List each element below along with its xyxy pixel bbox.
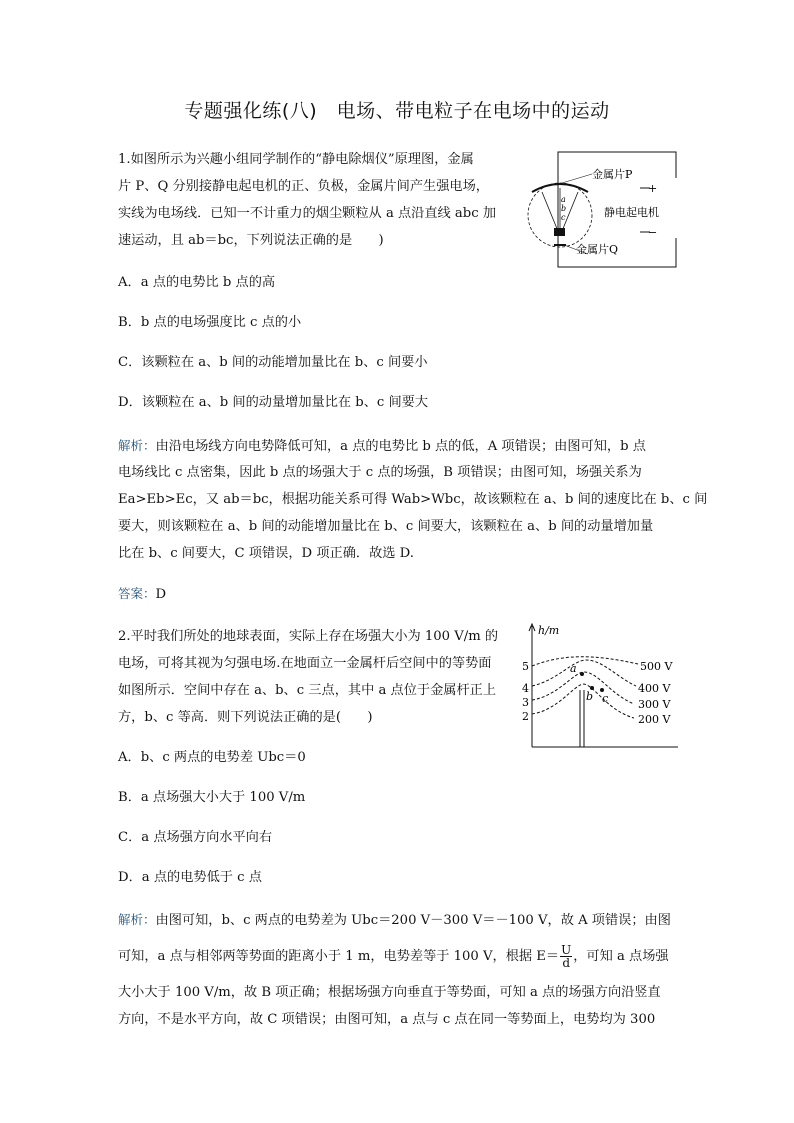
h-axis-label: h/m — [538, 624, 560, 637]
q2-figure — [518, 620, 688, 752]
tick-3: 3 — [522, 696, 529, 709]
potential-200: 200 V — [638, 713, 671, 726]
q2-option-b: B．a 点场强大小大于 100 V/m — [118, 790, 306, 805]
point-a-label: a — [570, 662, 577, 675]
point-a-label: a — [561, 195, 566, 204]
plate-q-label: 金属片Q — [576, 243, 619, 256]
q2-analysis-text-1: 由图可知，b、c 两点的电势差为 Ubc＝200 V－300 V＝－100 V，故 A 项错误；由图 — [155, 913, 671, 928]
machine-label: 静电起电机 — [604, 206, 659, 219]
q2-stem-line-1: 2.平时我们所处的地球表面，实际上存在场强大小为 100 V/m 的 — [118, 629, 499, 644]
q2-stem-line-4: 方，b、c 等高．则下列说法正确的是( ) — [118, 710, 373, 725]
q1-analysis-line-2: 电场线比 c 点密集，因此 b 点的场强大于 c 点的场强，B 项错误；由图可知，场强关系为 — [118, 465, 642, 480]
q1-stem-line-3: 实线为电场线．已知一不计重力的烟尘颗粒从 a 点沿直线 abc 加 — [118, 206, 497, 221]
q1-stem-line-4: 速运动，且 ab＝bc，下列说法正确的是 ) — [118, 233, 384, 248]
q1-stem-line-2: 片 P、Q 分别接静电起电机的正、负极，金属片间产生强电场， — [118, 179, 489, 194]
q2-analysis-line-3: 大小大于 100 V/m，故 B 项正确；根据场强方向垂直于等势面，可知 a 点的场强方向沿竖直 — [118, 985, 661, 1000]
q1-analysis-text-1: 由沿电场线方向电势降低可知，a 点的电势比 b 点的低，A 项错误；由图可知，b 点 — [155, 439, 646, 454]
point-b-label: b — [561, 204, 567, 213]
potential-500: 500 V — [640, 660, 673, 673]
q1-answer-value: D — [155, 587, 167, 602]
q1-option-a: A．a 点的电势比 b 点的高 — [118, 275, 276, 290]
q2-stem-line-3: 如图所示．空间中存在 a、b、c 三点，其中 a 点位于金属杆正上 — [118, 683, 497, 698]
potential-300: 300 V — [638, 698, 671, 711]
page-title: 专题强化练(八) 电场、带电粒子在电场中的运动 — [184, 100, 610, 122]
tick-5: 5 — [522, 660, 529, 673]
q2-option-a: A．b、c 两点的电势差 Ubc＝0 — [118, 750, 306, 765]
potential-400: 400 V — [638, 682, 671, 695]
q2-option-d: D．a 点的电势低于 c 点 — [118, 870, 262, 885]
q1-analysis-line-5: 比在 b、c 间要大，C 项错误，D 项正确．故选 D. — [118, 546, 414, 561]
q2-analysis-text-2b: ，可知 a 点场强 — [573, 949, 669, 964]
q1-analysis-line-4: 要大，则该颗粒在 a、b 间的动能增加量比在 b、c 间要大，该颗粒在 a、b 间的动量增加量 — [118, 519, 654, 534]
q2-analysis-line-2 — [118, 944, 669, 969]
q1-analysis-line-1 — [118, 436, 646, 457]
plus-label: + — [648, 182, 658, 195]
q1-answer-label: 答案： — [118, 586, 156, 601]
q1-analysis-label: 解析： — [118, 438, 156, 453]
q2-stem-line-2: 电场，可将其视为匀强电场.在地面立一金属杆后空间中的等势面 — [118, 656, 492, 671]
q2-analysis-line-4: 方向，不是水平方向，故 C 项错误；由图可知，a 点与 c 点在同一等势面上，电势均为 300 — [118, 1012, 656, 1027]
point-b-label: b — [586, 690, 594, 703]
point-c-label: c — [561, 213, 566, 222]
q1-option-b: B．b 点的电场强度比 c 点的小 — [118, 315, 302, 330]
q2-analysis-line-1 — [118, 910, 671, 931]
q2-analysis-text-2: 可知，a 点与相邻两等势面的距离小于 1 m，电势差等于 100 V，根据 E＝ — [118, 949, 560, 964]
q1-option-c: C．该颗粒在 a、b 间的动能增加量比在 b、c 间要小 — [118, 355, 428, 370]
tick-2: 2 — [522, 710, 529, 723]
minus-label: − — [648, 226, 658, 239]
q1-stem-line-1: 1.如图所示为兴趣小组同学制作的“静电除烟仪”原理图，金属 — [118, 152, 474, 167]
q1-figure — [520, 150, 680, 272]
point-c-label: c — [602, 692, 609, 705]
tick-4: 4 — [522, 682, 529, 695]
plate-p-label: 金属片P — [592, 168, 633, 181]
q1-option-d: D．该颗粒在 a、b 间的动量增加量比在 b、c 间要大 — [118, 395, 429, 410]
q1-analysis-line-3: Ea>Eb>Ec，又 ab＝bc，根据功能关系可得 Wab>Wbc，故该颗粒在 a、b 间的速度比在 b、c 间 — [118, 492, 708, 507]
q2-analysis-label: 解析： — [118, 912, 156, 927]
formula-fraction — [560, 944, 572, 969]
formula-denominator: d — [562, 956, 571, 970]
q1-answer — [118, 584, 166, 605]
q2-option-c: C．a 点场强方向水平向右 — [118, 830, 273, 845]
formula-numerator: U — [561, 943, 572, 957]
